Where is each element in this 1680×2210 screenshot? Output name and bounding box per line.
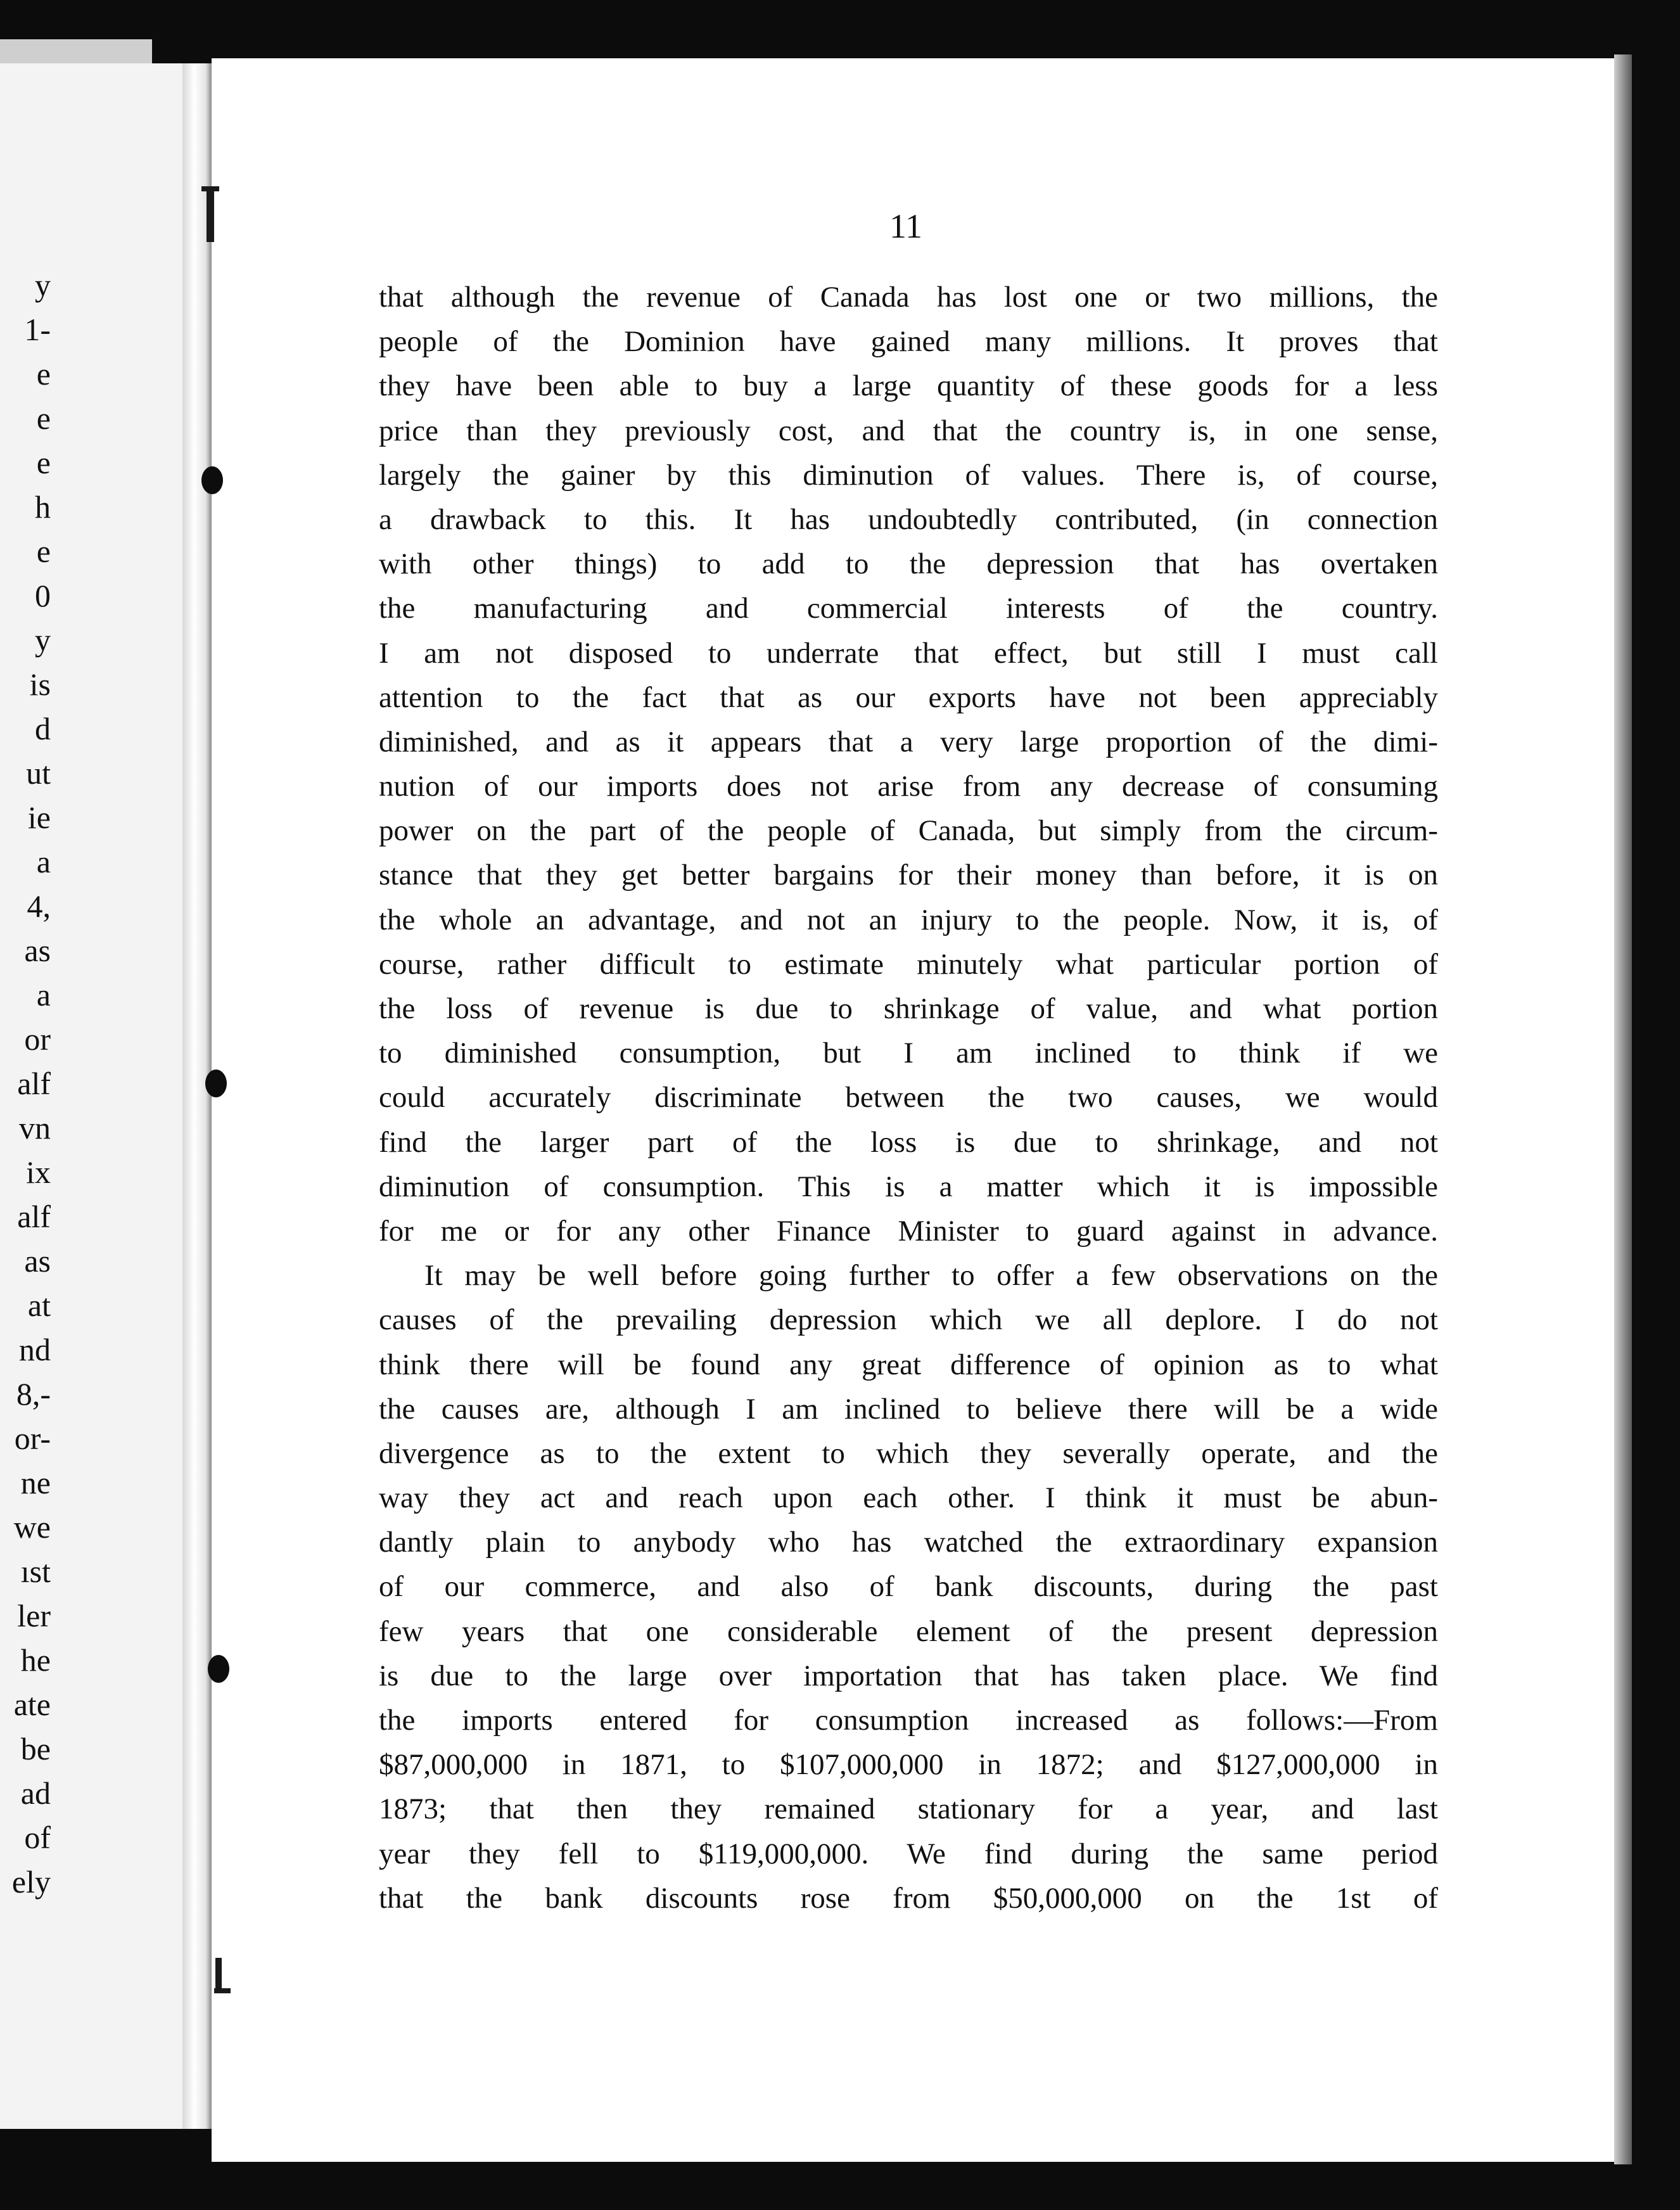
margin-fragment: 1-: [24, 312, 51, 347]
text-line: divergence as to the extent to which they severally operate, and the: [379, 1436, 1438, 1470]
text-line: the imports entered for consumption increased as follows:—From: [379, 1704, 1438, 1737]
text-line: the whole an advantage, and not an injury to the people. Now, it is, of: [379, 903, 1438, 936]
margin-fragment: ix: [26, 1154, 51, 1190]
text-line: they have been able to buy a large quantity of these goods for a less: [379, 369, 1438, 403]
margin-fragment: of: [24, 1820, 51, 1855]
margin-fragment: ut: [26, 755, 51, 791]
binding-mark: [214, 1988, 231, 1993]
text-line: the loss of revenue is due to shrinkage of value, and what portion: [379, 992, 1438, 1025]
margin-fragment: nd: [19, 1332, 51, 1367]
margin-fragment: a: [36, 977, 51, 1012]
margin-fragment: 0: [35, 578, 51, 613]
page-gutter-fold: [182, 63, 212, 2129]
text-line: price than they previously cost, and that the country is, in one sense,: [379, 414, 1438, 447]
margin-fragment: or: [24, 1021, 51, 1057]
text-line: I am not disposed to underrate that effect, but still I must call: [379, 636, 1438, 670]
text-line: way they act and reach upon each other. I think it must be abun-: [379, 1481, 1438, 1515]
margin-fragment: 4,: [27, 888, 51, 924]
margin-fragment: h: [35, 489, 51, 525]
binding-hole: [208, 1655, 229, 1683]
margin-fragment: e: [36, 356, 51, 392]
text-line: largely the gainer by this diminution of values. There is, of course,: [379, 458, 1438, 492]
text-line: could accurately discriminate between the two causes, we would: [379, 1081, 1438, 1115]
margin-fragment: a: [36, 844, 51, 879]
binding-hole: [205, 1070, 227, 1097]
text-line: think there will be found any great difference of opinion as to what: [379, 1348, 1438, 1381]
margin-fragment: ıst: [20, 1554, 51, 1589]
text-line: power on the part of the people of Canada, but simply from the circum-: [379, 814, 1438, 848]
previous-page-margin-text: [0, 263, 51, 1904]
paragraph-start-line: It may be well before going further to offer a few observations on the: [424, 1259, 1438, 1293]
text-line: few years that one considerable element of the present depression: [379, 1614, 1438, 1648]
text-line: find the larger part of the loss is due to shrinkage, and not: [379, 1125, 1438, 1159]
margin-fragment: y: [35, 267, 51, 303]
margin-fragment: alf: [17, 1066, 51, 1101]
text-line: year they fell to $119,000,000. We find during the same period: [379, 1837, 1438, 1870]
text-line: the causes are, although I am inclined to believe there will be a wide: [379, 1392, 1438, 1426]
margin-fragment: be: [20, 1731, 51, 1766]
margin-fragment: ely: [11, 1864, 51, 1900]
text-line: stance that they get better bargains for their money than before, it is on: [379, 859, 1438, 892]
page-number: 11: [889, 207, 922, 245]
text-line: a drawback to this. It has undoubtedly contributed, (in connection: [379, 502, 1438, 536]
text-line: of our commerce, and also of bank discounts, during the past: [379, 1570, 1438, 1604]
margin-fragment: e: [36, 445, 51, 480]
text-line: nution of our imports does not arise from any decrease of consuming: [379, 770, 1438, 803]
margin-fragment: we: [13, 1509, 51, 1545]
text-line: attention to the fact that as our exports have not been appreciably: [379, 680, 1438, 714]
margin-fragment: is: [29, 667, 51, 702]
text-line: causes of the prevailing depression which we all deplore. I do not: [379, 1303, 1438, 1337]
margin-fragment: as: [24, 1243, 51, 1279]
margin-fragment: ad: [20, 1775, 51, 1811]
binding-mark: [215, 1958, 222, 1992]
margin-fragment: alf: [17, 1199, 51, 1234]
text-line: is due to the large over importation that has taken place. We find: [379, 1659, 1438, 1692]
margin-fragment: 8,-: [16, 1376, 51, 1412]
page-right-edge-shadow: [1614, 54, 1632, 2164]
binding-hole: [201, 466, 223, 494]
binding-mark: [201, 186, 219, 191]
margin-fragment: y: [35, 622, 51, 658]
margin-fragment: at: [27, 1287, 51, 1323]
margin-fragment: e: [36, 400, 51, 436]
text-line: for me or for any other Finance Minister to guard against in advance.: [379, 1214, 1438, 1248]
text-line: diminished, and as it appears that a very large proportion of the dimi-: [379, 725, 1438, 758]
text-line: diminution of consumption. This is a matter which it is impossible: [379, 1170, 1438, 1203]
text-line: that although the revenue of Canada has lost one or two millions, the: [379, 281, 1438, 314]
text-line: to diminished consumption, but I am inclined to think if we: [379, 1037, 1438, 1070]
body-text: [379, 275, 1438, 1920]
margin-fragment: ate: [13, 1687, 51, 1722]
text-line: 1873; that then they remained stationary for a year, and last: [379, 1792, 1438, 1826]
text-line: with other things) to add to the depression that has overtaken: [379, 547, 1438, 581]
text-line: that the bank discounts rose from $50,000,000 on the 1st of: [379, 1881, 1438, 1915]
margin-fragment: ler: [17, 1598, 51, 1633]
binding-mark: [207, 188, 214, 242]
margin-fragment: he: [20, 1642, 51, 1678]
text-line: course, rather difficult to estimate minutely what particular portion of: [379, 947, 1438, 981]
margin-fragment: ie: [27, 800, 51, 835]
margin-fragment: d: [35, 711, 51, 746]
text-line: $87,000,000 in 1871, to $107,000,000 in 1872; and $127,000,000 in: [379, 1748, 1438, 1782]
previous-page-top-edge: [0, 39, 152, 65]
margin-fragment: vn: [19, 1110, 51, 1146]
text-line: dantly plain to anybody who has watched the extraordinary expansion: [379, 1526, 1438, 1559]
margin-fragment: or-: [14, 1421, 51, 1456]
text-line: the manufacturing and commercial interests of the country.: [379, 592, 1438, 625]
margin-fragment: as: [24, 933, 51, 968]
margin-fragment: ne: [20, 1465, 51, 1500]
margin-fragment: e: [36, 533, 51, 569]
text-line: people of the Dominion have gained many millions. It proves that: [379, 325, 1438, 359]
